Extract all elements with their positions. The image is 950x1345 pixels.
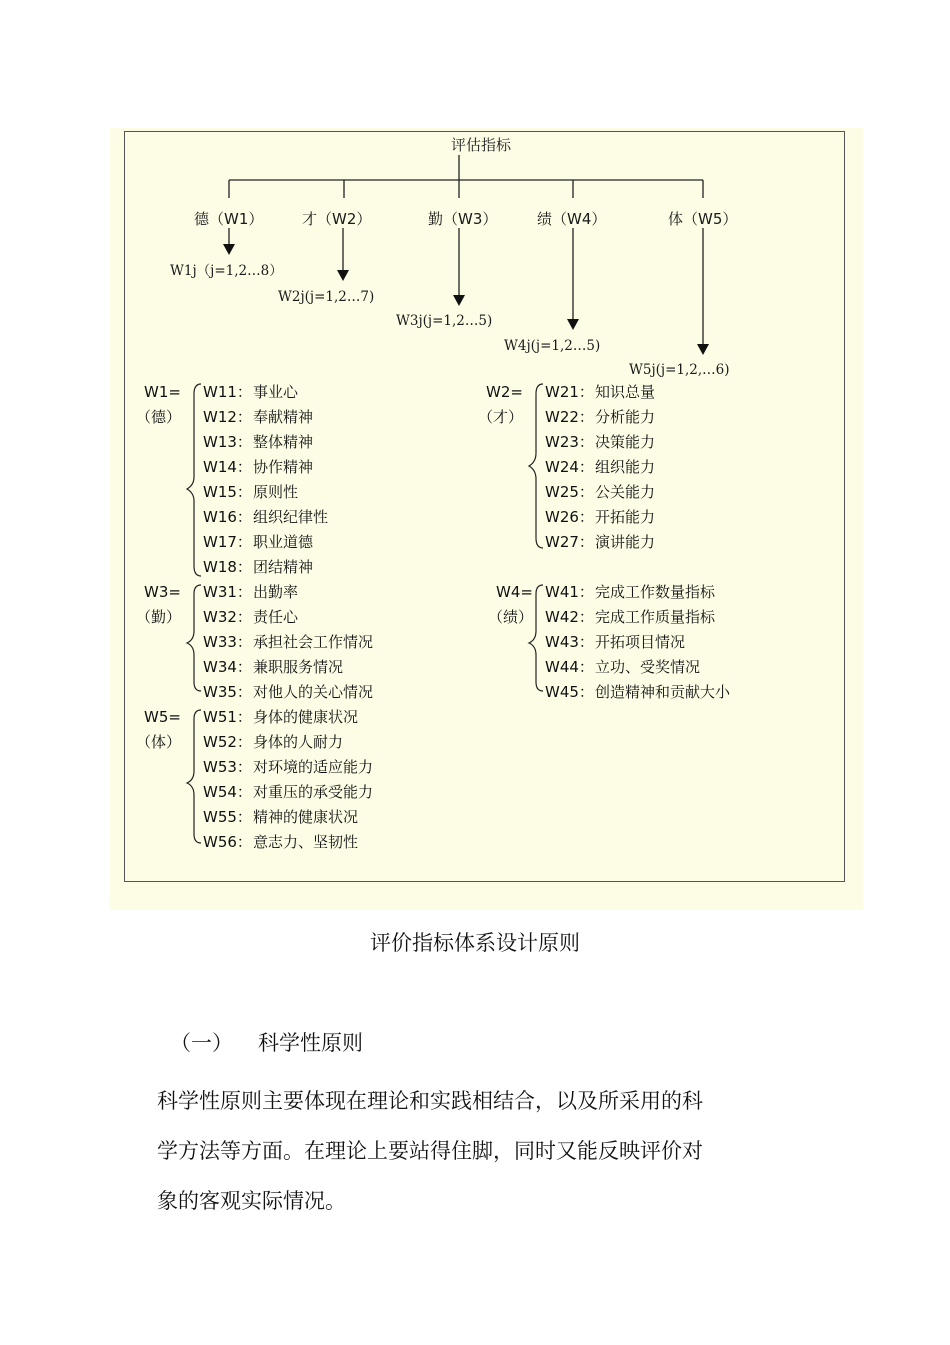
item-text: 开拓能力 <box>595 508 656 526</box>
category-ji-label: 绩（W4） <box>537 210 607 228</box>
list-item <box>203 705 373 730</box>
list-item <box>545 480 655 505</box>
item-code: W15： <box>203 483 252 501</box>
item-text: 责任心 <box>253 608 299 626</box>
group-head-formula: W2= <box>486 383 523 401</box>
body-paragraph <box>157 1076 757 1226</box>
group-head-formula: W4= <box>496 583 533 601</box>
group-w2-head <box>478 380 524 430</box>
item-text: 对他人的关心情况 <box>253 683 374 701</box>
group-head-formula: W1= <box>144 383 181 401</box>
root-node-label: 评估指标 <box>451 136 512 154</box>
list-item <box>545 455 655 480</box>
list-item <box>203 780 373 805</box>
item-text: 创造精神和贡献大小 <box>595 683 731 701</box>
group-w3-items <box>203 580 373 705</box>
item-text: 开拓项目情况 <box>595 633 686 651</box>
group-w4-head <box>488 580 534 630</box>
item-text: 身体的健康状况 <box>253 708 359 726</box>
item-text: 兼职服务情况 <box>253 658 344 676</box>
item-text: 事业心 <box>253 383 299 401</box>
item-text: 知识总量 <box>595 383 656 401</box>
group-head-category: （绩） <box>488 608 534 626</box>
item-code: W14： <box>203 458 252 476</box>
item-code: W23： <box>545 433 594 451</box>
group-head-formula: W3= <box>144 583 181 601</box>
list-item <box>203 805 373 830</box>
group-head-category: （体） <box>136 733 182 751</box>
list-item <box>545 605 730 630</box>
list-item <box>545 405 655 430</box>
item-code: W31： <box>203 583 252 601</box>
item-code: W18： <box>203 558 252 576</box>
list-item <box>203 555 328 580</box>
item-text: 组织纪律性 <box>253 508 329 526</box>
item-text: 出勤率 <box>253 583 299 601</box>
group-w1-items <box>203 380 328 580</box>
item-code: W43： <box>545 633 594 651</box>
item-code: W17： <box>203 533 252 551</box>
list-item <box>203 505 328 530</box>
figure-caption: 评价指标体系设计原则 <box>370 931 580 955</box>
item-text: 整体精神 <box>253 433 314 451</box>
list-item <box>203 630 373 655</box>
item-text: 精神的健康状况 <box>253 808 359 826</box>
item-text: 决策能力 <box>595 433 656 451</box>
item-code: W26： <box>545 508 594 526</box>
group-w3-head <box>136 580 182 630</box>
section-heading <box>170 1028 363 1058</box>
list-item <box>203 830 373 855</box>
item-code: W52： <box>203 733 252 751</box>
item-text: 协作精神 <box>253 458 314 476</box>
group-w5-items <box>203 705 373 855</box>
category-qin-label: 勤（W3） <box>428 210 498 228</box>
item-text: 组织能力 <box>595 458 656 476</box>
list-item <box>203 655 373 680</box>
sub-w2j-label: W2j(j=1,2…7) <box>278 289 375 305</box>
section-number: （一） <box>170 1031 233 1055</box>
group-w5-head <box>136 705 182 755</box>
item-text: 对重压的承受能力 <box>253 783 374 801</box>
item-text: 分析能力 <box>595 408 656 426</box>
item-code: W24： <box>545 458 594 476</box>
item-code: W56： <box>203 833 252 851</box>
item-text: 完成工作数量指标 <box>595 583 716 601</box>
sub-w3j-label: W3j(j=1,2…5) <box>396 313 493 329</box>
list-item <box>545 530 655 555</box>
item-code: W22： <box>545 408 594 426</box>
item-code: W54： <box>203 783 252 801</box>
list-item <box>203 380 328 405</box>
item-text: 立功、受奖情况 <box>595 658 701 676</box>
item-code: W11： <box>203 383 252 401</box>
list-item <box>545 655 730 680</box>
list-item <box>545 580 730 605</box>
list-item <box>545 380 655 405</box>
item-code: W13： <box>203 433 252 451</box>
item-text: 完成工作质量指标 <box>595 608 716 626</box>
list-item <box>203 405 328 430</box>
item-code: W44： <box>545 658 594 676</box>
indicator-diagram <box>110 128 863 910</box>
item-text: 原则性 <box>253 483 299 501</box>
item-code: W12： <box>203 408 252 426</box>
item-text: 职业道德 <box>253 533 314 551</box>
category-ti-label: 体（W5） <box>668 210 738 228</box>
item-text: 承担社会工作情况 <box>253 633 374 651</box>
group-head-category: （勤） <box>136 608 182 626</box>
category-cai-label: 才（W2） <box>302 210 372 228</box>
item-code: W21： <box>545 383 594 401</box>
item-text: 奉献精神 <box>253 408 314 426</box>
item-code: W42： <box>545 608 594 626</box>
group-head-category: （才） <box>478 408 524 426</box>
item-text: 团结精神 <box>253 558 314 576</box>
list-item <box>203 530 328 555</box>
list-item <box>203 580 373 605</box>
item-code: W35： <box>203 683 252 701</box>
list-item <box>203 480 328 505</box>
item-text: 演讲能力 <box>595 533 656 551</box>
list-item <box>203 455 328 480</box>
paragraph-line: 学方法等方面。在理论上要站得住脚，同时又能反映评价对 <box>157 1139 703 1163</box>
list-item <box>545 630 730 655</box>
list-item <box>203 605 373 630</box>
item-code: W51： <box>203 708 252 726</box>
item-code: W27： <box>545 533 594 551</box>
group-head-category: （德） <box>136 408 182 426</box>
item-code: W32： <box>203 608 252 626</box>
item-text: 意志力、坚韧性 <box>253 833 359 851</box>
item-code: W45： <box>545 683 594 701</box>
list-item <box>203 430 328 455</box>
item-code: W41： <box>545 583 594 601</box>
item-text: 身体的人耐力 <box>253 733 344 751</box>
item-code: W55： <box>203 808 252 826</box>
paragraph-line: 象的客观实际情况。 <box>157 1189 346 1213</box>
item-code: W16： <box>203 508 252 526</box>
item-text: 对环境的适应能力 <box>253 758 374 776</box>
item-text: 公关能力 <box>595 483 656 501</box>
paragraph-line: 科学性原则主要体现在理论和实践相结合，以及所采用的科 <box>157 1089 703 1113</box>
item-code: W33： <box>203 633 252 651</box>
sub-w4j-label: W4j(j=1,2…5) <box>504 338 601 354</box>
group-w4-items <box>545 580 730 705</box>
list-item <box>545 505 655 530</box>
sub-w1j-label: W1j（j=1,2…8） <box>170 263 283 279</box>
group-w1-head <box>136 380 182 430</box>
list-item <box>203 755 373 780</box>
list-item <box>203 680 373 705</box>
sub-w5j-label: W5j(j=1,2,…6) <box>629 362 730 378</box>
category-de-label: 德（W1） <box>194 210 264 228</box>
list-item <box>545 680 730 705</box>
list-item <box>545 430 655 455</box>
group-head-formula: W5= <box>144 708 181 726</box>
section-title: 科学性原则 <box>258 1031 363 1055</box>
item-code: W25： <box>545 483 594 501</box>
group-w2-items <box>545 380 655 555</box>
item-code: W53： <box>203 758 252 776</box>
item-code: W34： <box>203 658 252 676</box>
list-item <box>203 730 373 755</box>
